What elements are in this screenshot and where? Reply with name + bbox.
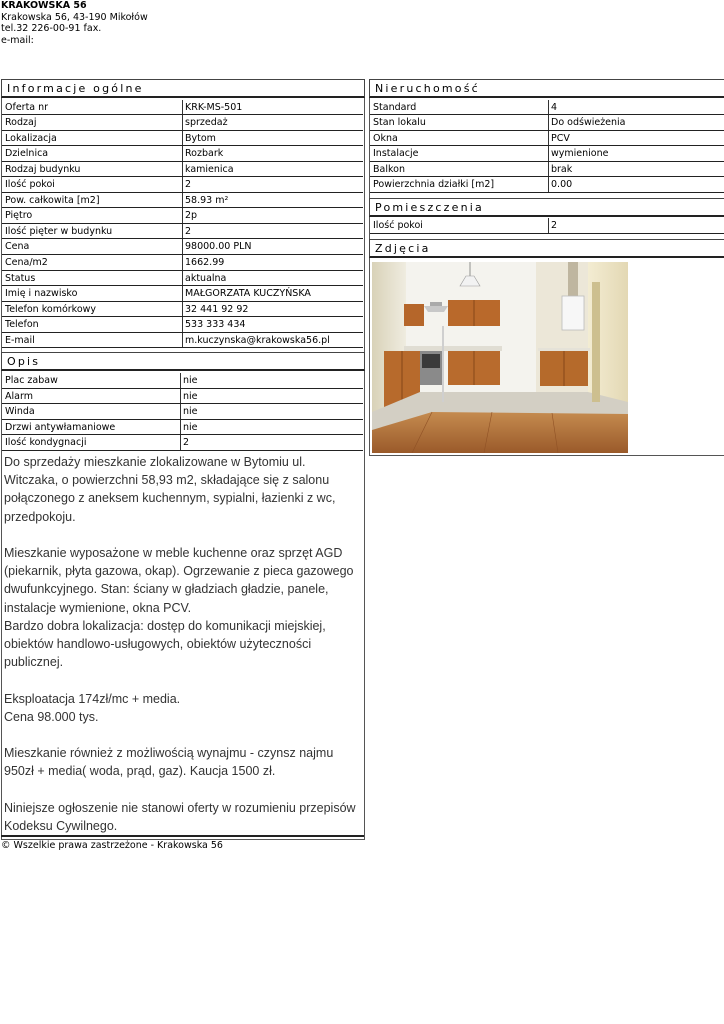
table-row (2, 115, 363, 131)
description-text (4, 453, 364, 835)
table-row (2, 131, 363, 147)
row-value: 2 (182, 224, 191, 239)
row-value: nie (180, 420, 198, 435)
row-value: nie (180, 404, 198, 419)
row-label: Dzielnica (5, 148, 49, 160)
agency-header (1, 0, 148, 46)
row-label: Ilość kondygnacji (5, 437, 87, 449)
table-row (370, 218, 724, 234)
row-value: sprzedaż (182, 115, 228, 130)
row-value: 0.00 (548, 177, 572, 192)
row-divider (2, 450, 363, 451)
table-row (2, 420, 363, 436)
copyright-footer: © Wszelkie prawa zastrzeżone - Krakowska 56 (1, 840, 223, 851)
table-row (2, 271, 363, 287)
row-label: Okna (373, 132, 398, 144)
table-row (2, 317, 363, 333)
row-label: Balkon (373, 163, 405, 175)
row-label: Drzwi antywłamaniowe (5, 421, 116, 433)
table-row (2, 286, 363, 302)
table-row (2, 302, 363, 318)
row-divider (370, 192, 724, 193)
row-value: 2 (182, 177, 191, 192)
row-label: Powierzchnia działki [m2] (373, 179, 495, 191)
row-label: Rodzaj budynku (5, 163, 81, 175)
row-label: Alarm (5, 390, 33, 402)
table-row (2, 100, 363, 116)
agency-phone: tel.32 226-00-91 fax. (1, 23, 102, 34)
row-value: m.kuczynska@krakowska56.pl (182, 333, 330, 348)
row-value: kamienica (182, 162, 234, 177)
table-row (2, 239, 363, 255)
row-value: MAŁGORZATA KUCZYŃSKA (182, 286, 311, 301)
row-value: 533 333 434 (182, 317, 245, 332)
row-value: aktualna (182, 271, 226, 286)
table-row (370, 115, 724, 131)
table-row (370, 146, 724, 162)
row-value: 2p (182, 208, 197, 223)
section-title-rooms: Pomieszczenia (369, 198, 724, 217)
row-value: 2 (180, 435, 189, 450)
table-row (370, 162, 724, 178)
apartment-photo[interactable] (372, 262, 628, 453)
description-paragraph: Niniejsze ogłoszenie nie stanowi oferty w rozumieniu przepisów Kodeksu Cywilnego. (4, 800, 356, 833)
row-label: Stan lokalu (373, 117, 426, 129)
section-title-photos: Zdjęcia (369, 239, 724, 258)
table-row (2, 208, 363, 224)
description-paragraph: Eksploatacja 174zł/mc + media. Cena 98.000 tys. (4, 691, 181, 724)
row-label: Lokalizacja (5, 132, 57, 144)
description-paragraph: Mieszkanie wyposażone w meble kuchenne oraz sprzęt AGD (piekarnik, płyta gazowa, okap). Ogrzewanie z pieca gazowego dwufunkcyjnego. Stan: ściany w gładziach gładzie, panele, instalacje wymienione, okna PCV. Bardzo dobra lokalizacja: dostęp do komunikacji miejskiej, obiektów handlowo-usługowych, obiektów użyteczności publicznej. (4, 546, 354, 670)
row-label: Oferta nr (5, 101, 49, 113)
row-value: Rozbark (182, 146, 223, 161)
section-title-opis: Opis (1, 352, 365, 371)
row-value: KRK-MS-501 (182, 100, 242, 115)
row-label: Standard (373, 101, 417, 113)
table-row (2, 389, 363, 405)
row-label: Piętro (5, 210, 33, 222)
table-row (2, 162, 363, 178)
table-row (2, 177, 363, 193)
row-value: 4 (548, 100, 557, 115)
row-label: Cena (5, 241, 30, 253)
row-value: nie (180, 373, 198, 388)
agency-name: KRAKOWSKA 56 (1, 0, 87, 11)
row-label: Plac zabaw (5, 375, 58, 386)
row-label: Cena/m2 (5, 257, 48, 268)
row-label: Ilość pokoi (5, 179, 55, 191)
row-divider (370, 233, 724, 234)
table-row (370, 100, 724, 116)
row-value: nie (180, 389, 198, 404)
table-row (2, 404, 363, 420)
row-value: 32 441 92 92 (182, 302, 248, 317)
row-label: Instalacje (373, 148, 419, 160)
row-divider (2, 347, 363, 348)
table-row (2, 193, 363, 209)
row-label: Ilość pokoi (373, 220, 423, 231)
table-row (370, 131, 724, 147)
table-row (2, 146, 363, 162)
row-value: brak (548, 162, 572, 177)
row-value: Bytom (182, 131, 216, 146)
row-label: Telefon komórkowy (5, 303, 97, 315)
table-row (2, 435, 363, 451)
row-label: Status (5, 272, 36, 284)
row-label: Telefon (5, 319, 39, 331)
agency-email: e-mail: (1, 34, 34, 46)
table-row (2, 224, 363, 240)
table-row (2, 333, 363, 349)
row-label: Pow. całkowita [m2] (5, 194, 100, 206)
section-title-property: Nieruchomość (369, 79, 724, 98)
row-value: 98000.00 PLN (182, 239, 251, 254)
row-label: Winda (5, 406, 35, 418)
table-row (370, 177, 724, 193)
description-paragraph: Do sprzedaży mieszkanie zlokalizowane w Bytomiu ul. Witczaka, o powierzchni 58,93 m2, składające się z salonu połączonego z aneksem kuchennym, sypialni, łazienki z wc, przedpokoju. (4, 455, 336, 524)
row-value: wymienione (548, 146, 608, 161)
table-row (2, 255, 363, 271)
row-label: Imię i nazwisko (5, 288, 78, 300)
row-value: PCV (548, 131, 570, 146)
row-label: Rodzaj (5, 117, 37, 129)
section-title-general: Informacje ogólne (1, 79, 365, 98)
row-label: Ilość pięter w budynku (5, 225, 113, 237)
row-label: E-mail (5, 334, 35, 346)
row-value: 58.93 m² (182, 193, 228, 208)
table-row (2, 373, 363, 389)
row-value: Do odświeżenia (548, 115, 626, 130)
description-bottom-rule (1, 835, 364, 837)
description-paragraph: Mieszkanie również z możliwością wynajmu - czynsz najmu 950zł + media( woda, prąd, gaz). Kaucja 1500 zł. (4, 746, 334, 779)
agency-address: Krakowska 56, 43-190 Mikołów (1, 11, 148, 23)
row-value: 2 (548, 218, 557, 233)
row-value: 1662.99 (182, 255, 224, 270)
